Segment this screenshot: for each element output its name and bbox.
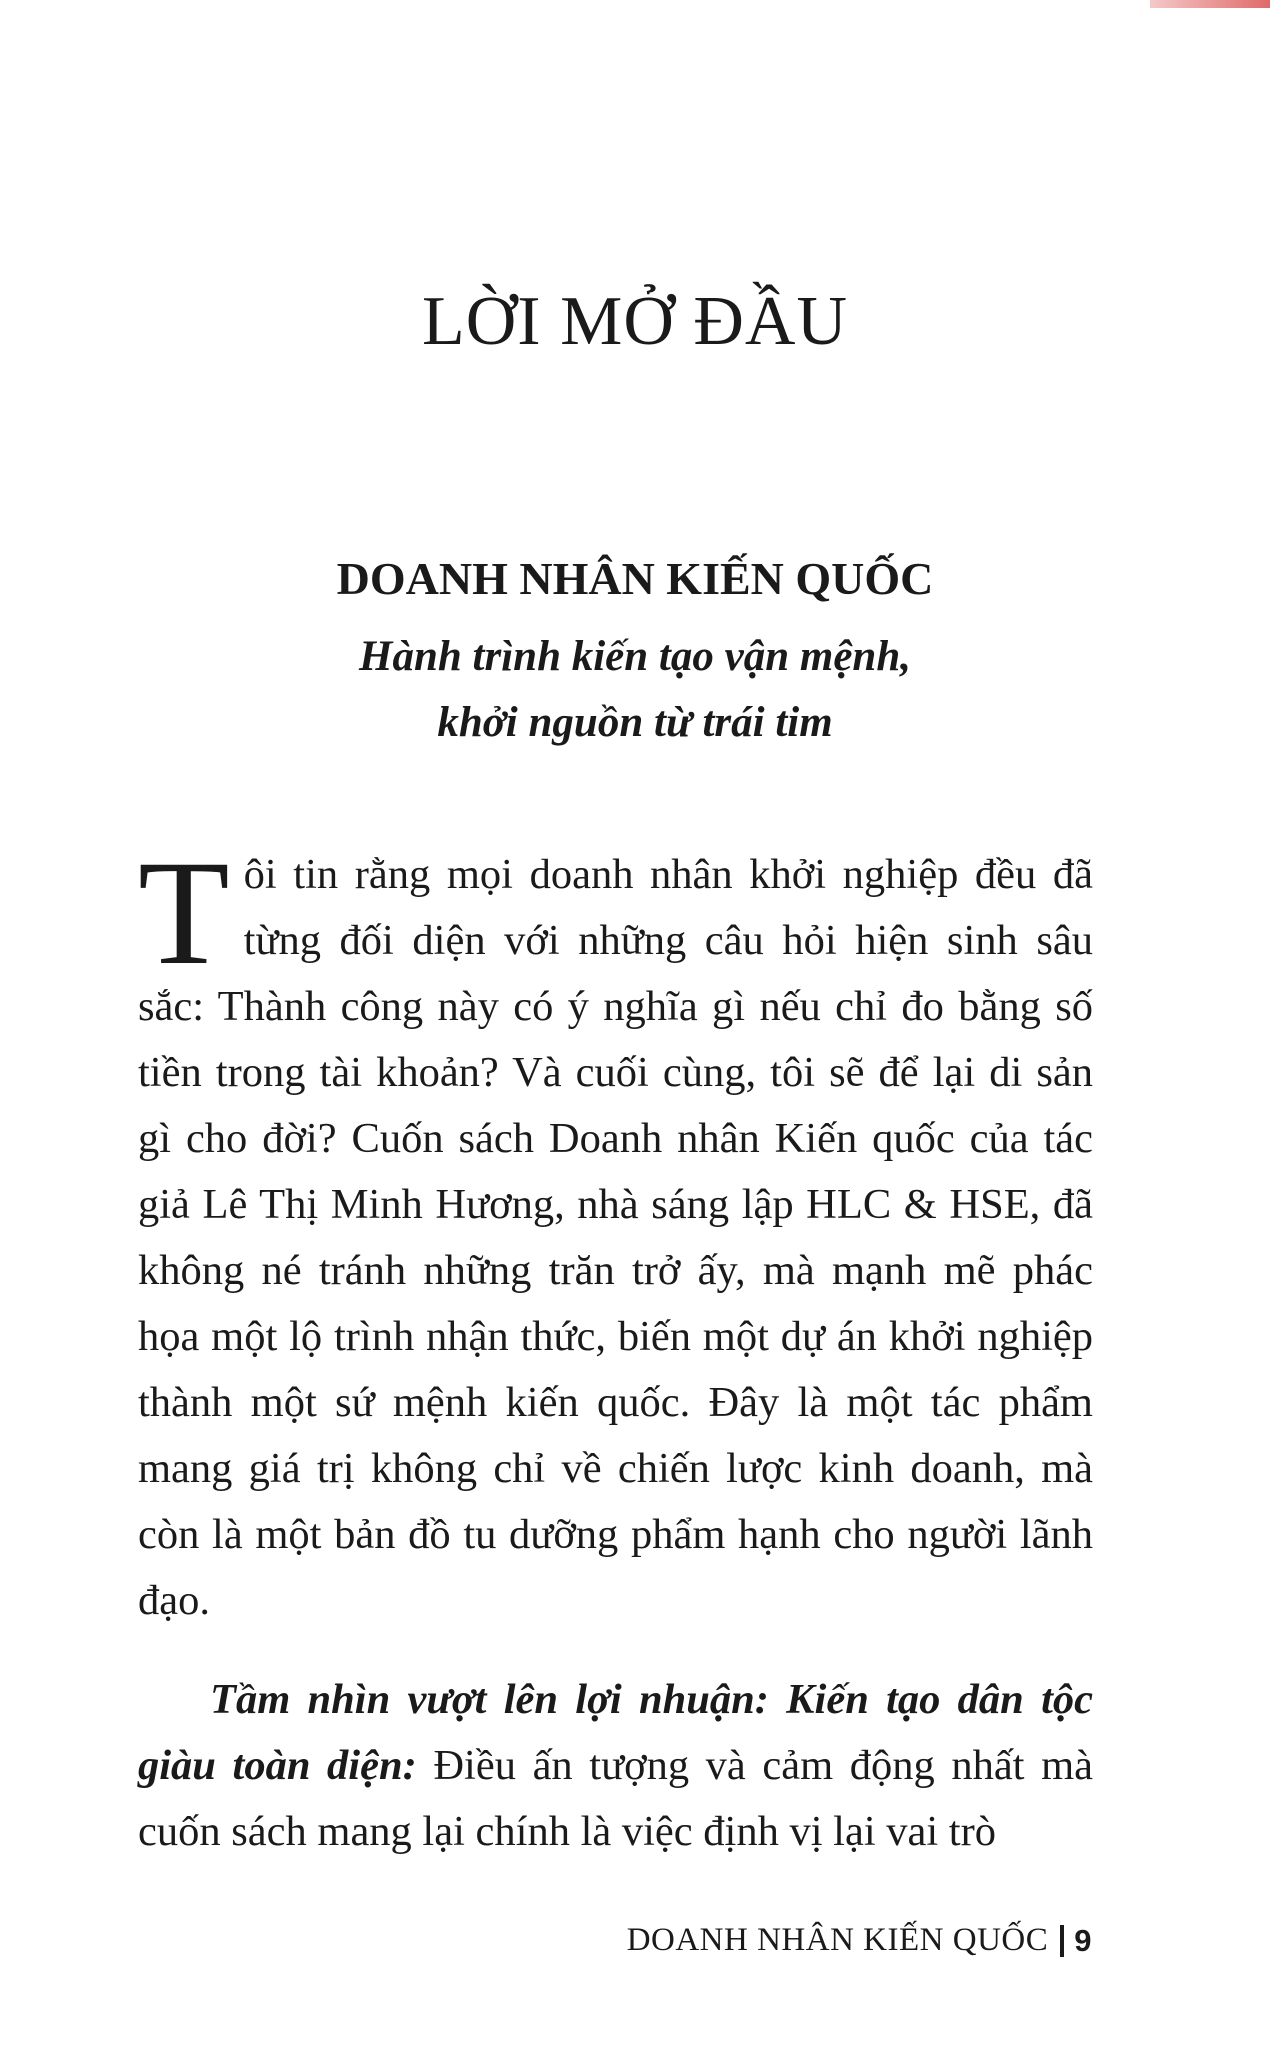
subtitle-line-2: khởi nguồn từ trái tim <box>437 699 833 746</box>
subtitle-line-1: Hành trình kiến tạo vận mệnh, <box>359 633 911 680</box>
running-title: DOANH NHÂN KIẾN QUỐC <box>626 1922 1049 1958</box>
body-paragraph-2 <box>138 1667 1093 1865</box>
page-number: 9 <box>1074 1922 1092 1958</box>
paragraph-2-text: Điều ấn tượng và cảm động nhất mà cuốn sách mang lại chính là việc định vị lại vai trò <box>138 1742 1093 1855</box>
paragraph-1-text: ôi tin rằng mọi doanh nhân khởi nghiệp đều đã từng đối diện với những câu hỏi hiện sinh sâu sắc: Thành công này có ý nghĩa gì nếu chỉ đo bằng số tiền trong tài khoản? Và cuối cùng, tôi sẽ để lại di sản gì cho đời? Cuốn sách Doanh nhân Kiến quốc của tác giả Lê Thị Minh Hương, nhà sáng lập HLC & HSE, đã không né tránh những trăn trở ấy, mà mạnh mẽ phác họa một lộ trình nhận thức, biến một dự án khởi nghiệp thành một sứ mệnh kiến quốc. Đây là một tác phẩm mang giá trị không chỉ về chiến lược kinh doanh, mà còn là một bản đồ tu dưỡng phẩm hạnh cho người lãnh đạo. <box>138 851 1093 1624</box>
section-title: DOANH NHÂN KIẾN QUỐC <box>336 553 934 604</box>
paragraph-2-lead-heading: Tầm nhìn vượt lên lợi nhuận: Kiến tạo dân tộc giàu toàn diện: <box>138 1676 1093 1789</box>
drop-cap: T <box>138 830 230 996</box>
page-footer <box>627 1922 1092 1959</box>
footer-separator <box>1060 1925 1064 1957</box>
page-edge-color-strip <box>1150 0 1270 8</box>
chapter-title: LỜI MỞ ĐẦU <box>421 283 849 360</box>
body-paragraph-1 <box>138 830 1093 1634</box>
